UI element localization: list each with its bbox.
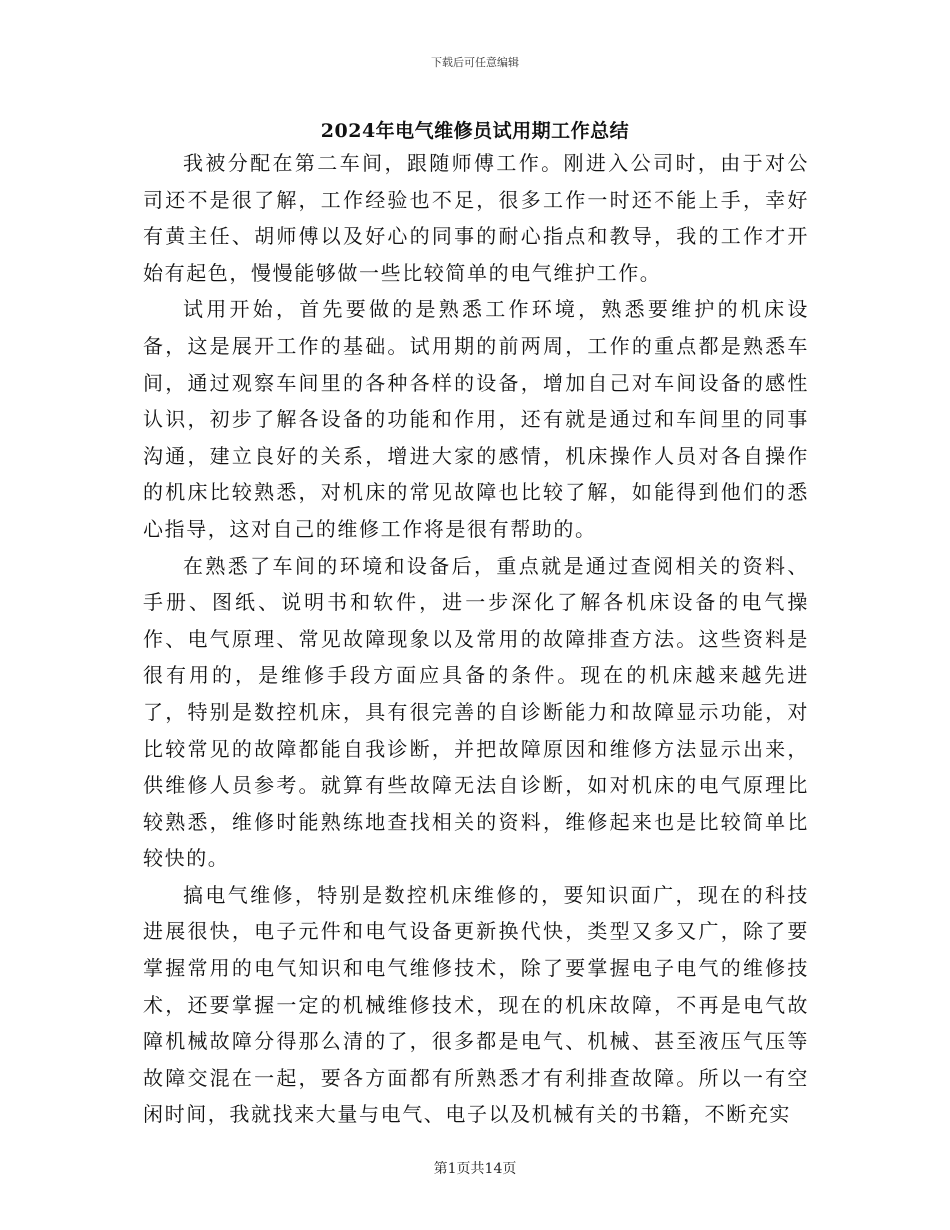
document-title: 2024年电气维修员试用期工作总结 xyxy=(320,120,630,142)
paragraph: 我被分配在第二车间，跟随师傅工作。刚进入公司时，由于对公司还不是很了解，工作经验也不足，很多工作一时还不能上手，幸好有黄主任、胡师傅以及好心的同事的耐心指点和教导，我的工作才开始有起色，慢慢能够做一些比较简单的电气维护工作。 xyxy=(143,151,809,285)
header-note: 下载后可任意编辑 xyxy=(431,56,519,69)
paragraph: 在熟悉了车间的环境和设备后，重点就是通过查阅相关的资料、手册、图纸、说明书和软件，进一步深化了解各机床设备的电气操作、电气原理、常见故障现象以及常用的故障排查方法。这些资料是很有用的，是维修手段方面应具备的条件。现在的机床越来越先进了，特别是数控机床，具有很完善的自诊断能力和故障显示功能，对比较常见的故障都能自我诊断，并把故障原因和维修方法显示出来，供维修人员参考。就算有些故障无法自诊断，如对机床的电气原理比较熟悉，维修时能熟练地查找相关的资料，维修起来也是比较简单比较快的。 xyxy=(143,553,809,871)
document-body xyxy=(143,145,809,1133)
paragraph: 搞电气维修，特别是数控机床维修的，要知识面广，现在的科技进展很快，电子元件和电气设备更新换代快，类型又多又广，除了要掌握常用的电气知识和电气维修技术，除了要掌握电子电气的维修技术，还要掌握一定的机械维修技术，现在的机床故障，不再是电气故障机械故障分得那么清的了，很多都是电气、机械、甚至液压气压等故障交混在一起，要各方面都有所熟悉才有利排查故障。所以一有空闲时间，我就找来大量与电气、电子以及机械有关的书籍，不断充实 xyxy=(143,882,809,1127)
paragraph: 试用开始，首先要做的是熟悉工作环境，熟悉要维护的机床设备，这是展开工作的基础。试用期的前两周，工作的重点都是熟悉车间，通过观察车间里的各种各样的设备，增加自己对车间设备的感性认识，初步了解各设备的功能和作用，还有就是通过和车间里的同事沟通，建立良好的关系，增进大家的感情，机床操作人员对各自操作的机床比较熟悉，对机床的常见故障也比较了解，如能得到他们的悉心指导，这对自己的维修工作将是很有帮助的。 xyxy=(143,297,809,541)
page-number: 第1页共14页 xyxy=(433,1161,517,1177)
